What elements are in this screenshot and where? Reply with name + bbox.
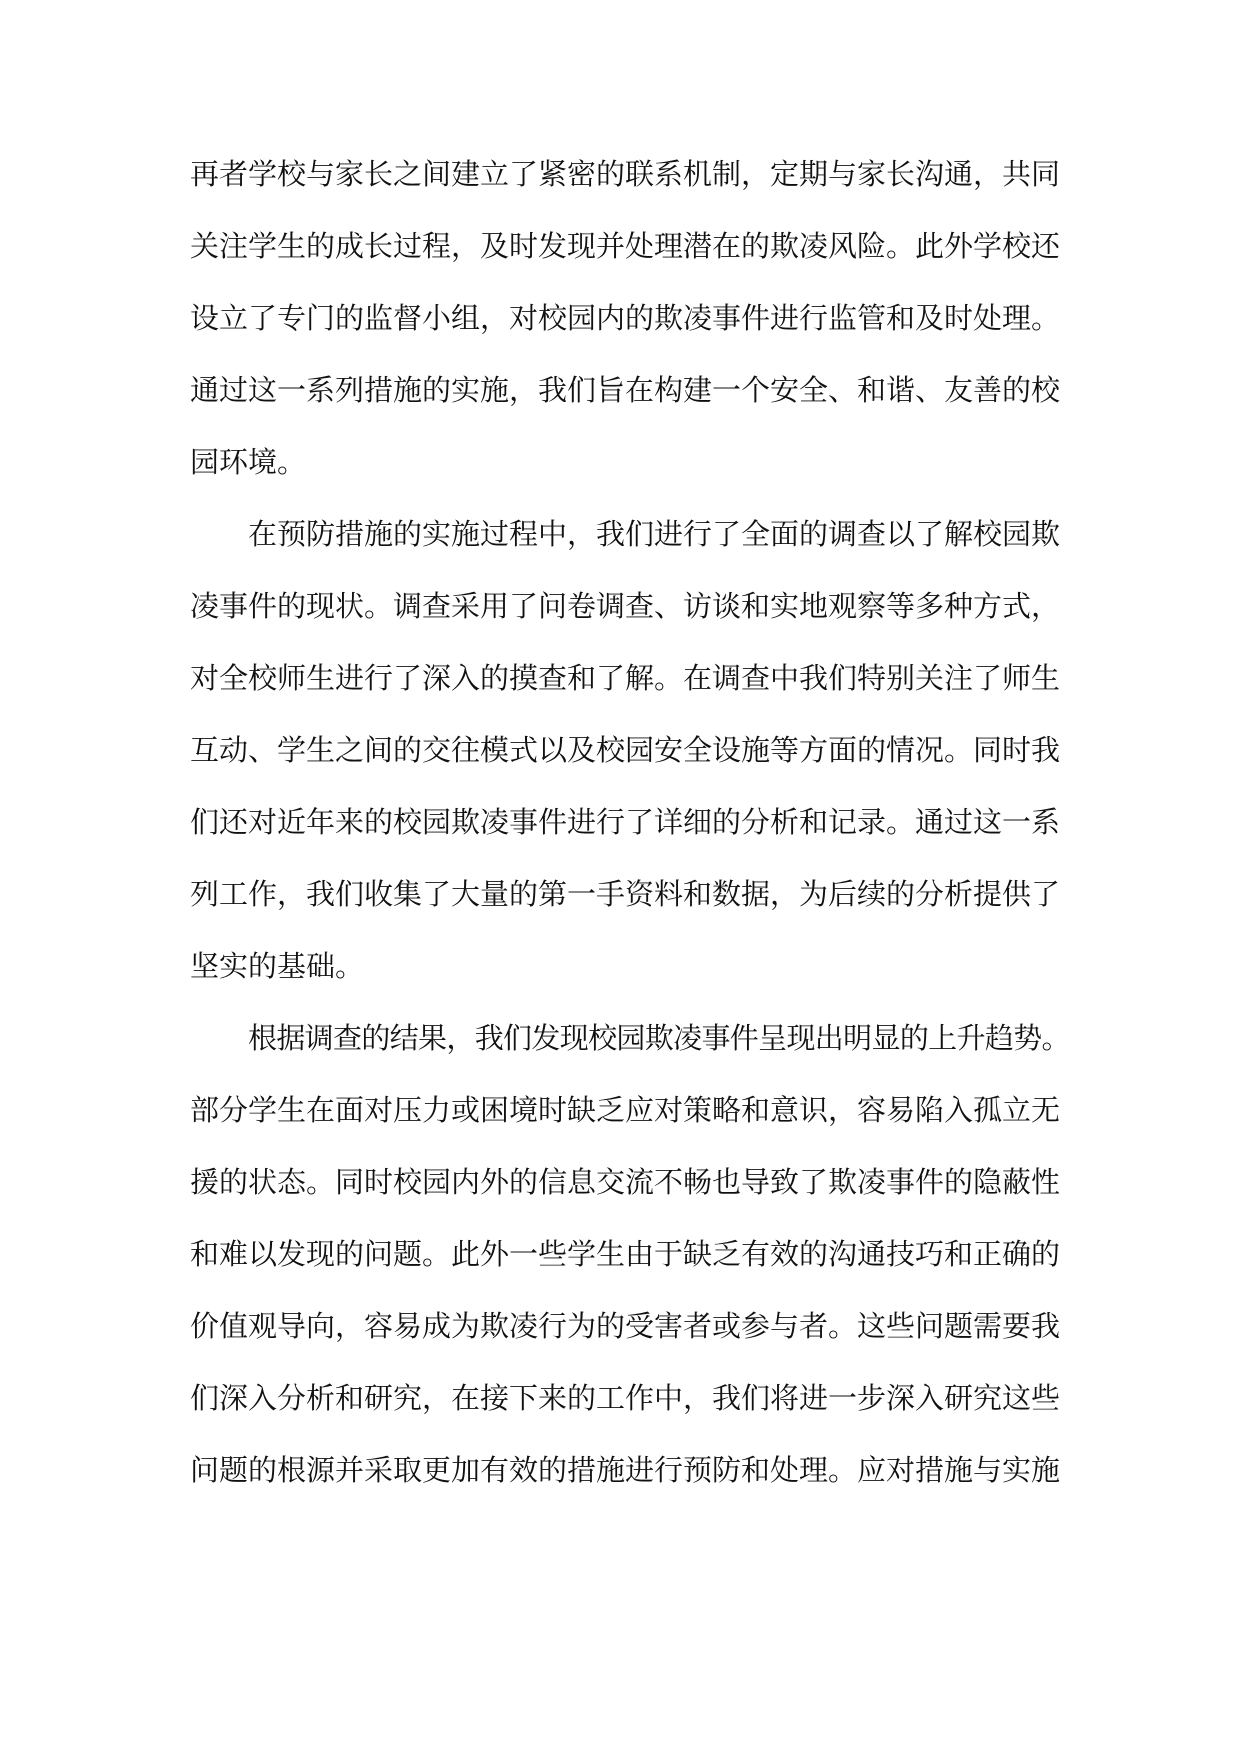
text-line: 列工作，我们收集了大量的第一手资料和数据，为后续的分析提供了 bbox=[190, 877, 1061, 911]
text-line: 坚实的基础。 bbox=[190, 949, 365, 983]
text-line: 们深入分析和研究，在接下来的工作中，我们将进一步深入研究这些 bbox=[190, 1381, 1061, 1415]
text-line: 互动、学生之间的交往模式以及校园安全设施等方面的情况。同时我 bbox=[190, 733, 1061, 767]
text-line: 价值观导向，容易成为欺凌行为的受害者或参与者。这些问题需要我 bbox=[190, 1309, 1061, 1343]
text-line: 们还对近年来的校园欺凌事件进行了详细的分析和记录。通过这一系 bbox=[190, 805, 1061, 839]
text-line: 部分学生在面对压力或困境时缺乏应对策略和意识，容易陷入孤立无 bbox=[190, 1093, 1061, 1127]
text-line: 园环境。 bbox=[190, 445, 307, 479]
text-line: 关注学生的成长过程，及时发现并处理潜在的欺凌风险。此外学校还 bbox=[190, 229, 1061, 263]
text-line: 援的状态。同时校园内外的信息交流不畅也导致了欺凌事件的隐蔽性 bbox=[190, 1165, 1061, 1199]
text-line: 设立了专门的监督小组，对校园内的欺凌事件进行监管和及时处理。 bbox=[190, 301, 1061, 335]
body-text bbox=[190, 144, 1070, 1512]
text-line: 问题的根源并采取更加有效的措施进行预防和处理。应对措施与实施 bbox=[190, 1453, 1061, 1487]
text-line: 凌事件的现状。调查采用了问卷调查、访谈和实地观察等多种方式， bbox=[190, 589, 1061, 623]
text-line: 再者学校与家长之间建立了紧密的联系机制，定期与家长沟通，共同 bbox=[190, 157, 1061, 191]
text-line: 和难以发现的问题。此外一些学生由于缺乏有效的沟通技巧和正确的 bbox=[190, 1237, 1061, 1271]
text-line: 根据调查的结果，我们发现校园欺凌事件呈现出明显的上升趋势。 bbox=[248, 1021, 1070, 1055]
text-line: 在预防措施的实施过程中，我们进行了全面的调查以了解校园欺 bbox=[248, 517, 1061, 551]
text-line: 对全校师生进行了深入的摸查和了解。在调查中我们特别关注了师生 bbox=[190, 661, 1061, 695]
text-line: 通过这一系列措施的实施，我们旨在构建一个安全、和谐、友善的校 bbox=[190, 373, 1061, 407]
